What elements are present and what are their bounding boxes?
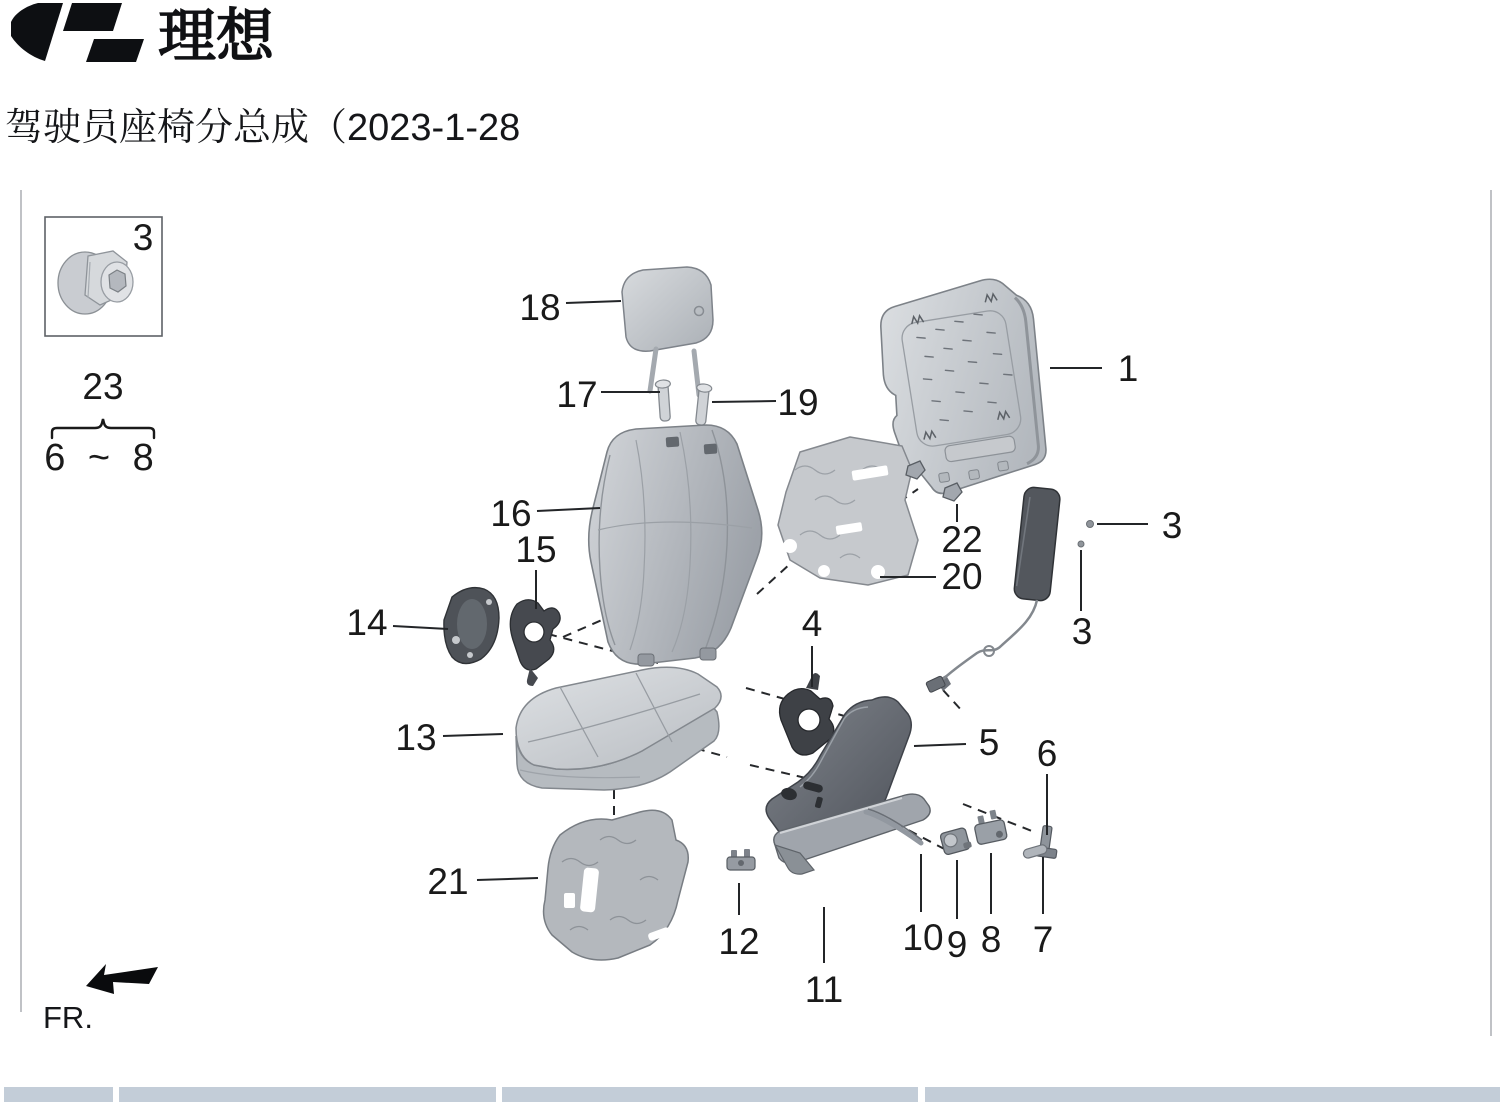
callout-10: 10 [902,917,944,958]
callout-15: 15 [515,529,557,570]
callout-4: 4 [801,603,823,644]
part-seat-back-cushion [589,425,762,666]
footer-cell [119,1087,496,1102]
front-label: FR. [43,1000,93,1035]
callout-19: 19 [777,382,819,423]
callout-5: 5 [978,722,1000,763]
part-seat-cushion [516,667,721,790]
part-screws-3 [1078,521,1094,548]
front-arrow-icon [86,964,158,994]
li-auto-logo [11,3,144,62]
callout-16: 16 [490,493,532,534]
group-brace [52,419,154,438]
front-direction-marker [43,964,158,1035]
callout-1: 1 [1117,348,1139,389]
callout-14: 14 [346,602,388,643]
part-seat-cushion-pad [544,810,689,960]
part-bracket-4 [780,673,834,755]
callout-22: 22 [941,519,983,560]
group-note [44,366,160,479]
callout-18: 18 [519,287,561,328]
callout-13: 13 [395,717,437,758]
callout-3-lower: 3 [1071,611,1093,652]
callout-3-upper: 3 [1161,505,1183,546]
callout-9: 9 [946,924,968,965]
footer-cell [925,1087,1500,1102]
callout-7: 7 [1032,919,1054,960]
part-side-panel-14 [444,588,499,664]
part-guide-sleeve-19 [693,383,712,425]
part-headrest [622,267,713,395]
group-range: 6 ~ 8 [44,437,160,479]
callout-11: 11 [804,969,844,1010]
part-switch-9 [940,827,973,855]
callout-6: 6 [1036,733,1058,774]
callout-8: 8 [980,919,1002,960]
part-guide-sleeve-17 [655,380,673,422]
footer-cell [4,1087,113,1102]
page-title: 驾驶员座椅分总成（2023-1-28 [5,107,521,149]
part-seat-back-pad [778,437,918,585]
inset-fastener-box [45,217,162,336]
group-number: 23 [82,366,124,407]
part-bracket-15 [510,600,560,686]
part-bracket-8 [972,808,1008,845]
callout-12: 12 [718,921,760,962]
part-bracket-12 [727,849,755,870]
callout-20: 20 [941,556,983,597]
callout-inset-3: 3 [132,217,154,258]
callout-17: 17 [556,374,598,415]
brand-name: 理想 [158,4,275,69]
footer-cell [502,1087,918,1102]
callout-21: 21 [427,861,469,902]
